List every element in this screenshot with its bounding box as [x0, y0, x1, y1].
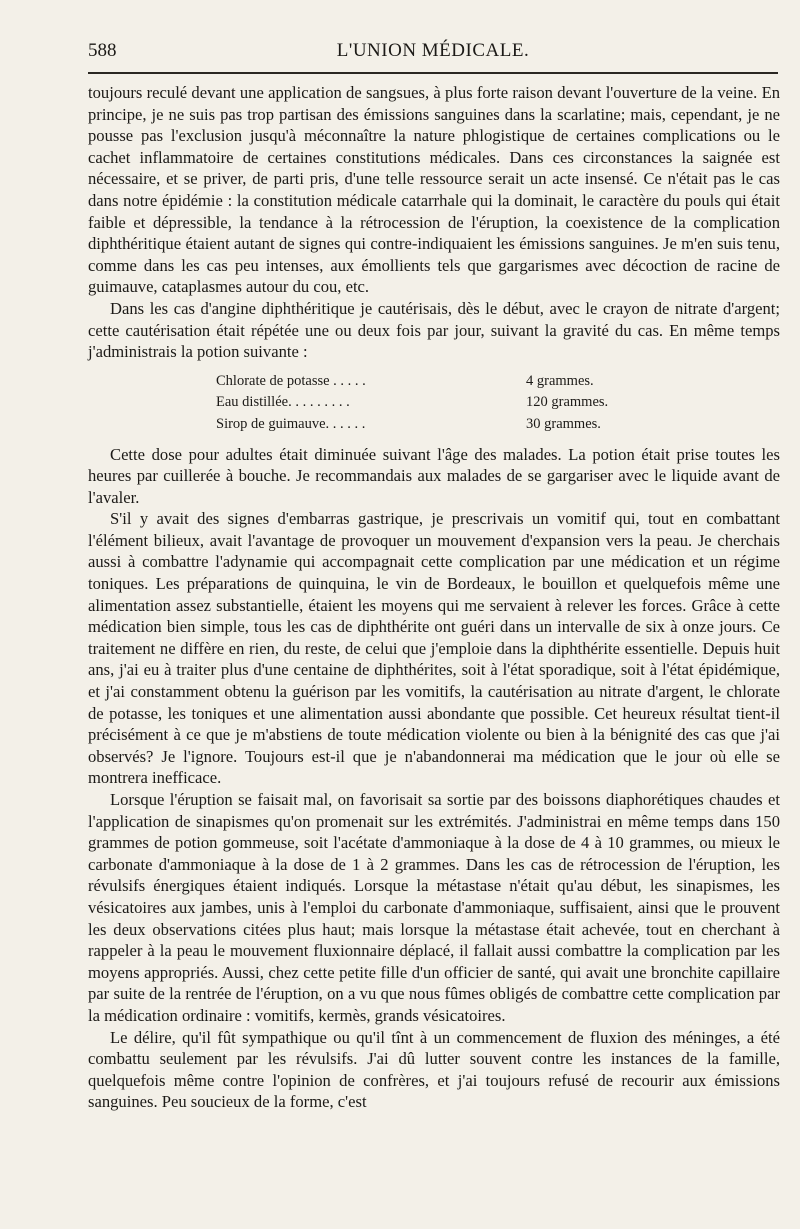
ingredient: Sirop de guimauve. . . . . .	[216, 415, 366, 432]
paragraph: toujours reculé devant une application de sangsues, à plus forte raison devant l'ouverture de la veine. En principe, je ne suis pas trop partisan des émissions sanguines dans la scarlatine; mais, cependant, je ne pousse pas l'exclusion jusqu'à méconnaître la nature phlogistique de certaines complications ou le cachet inflammatoire de certaines constitutions médicales. Dans ces circonstances la saignée est nécessaire, et se priver, de parti pris, d'une telle ressource serait un acte insensé. Ce n'était pas le cas dans notre épidémie : la constitution médicale catarrhale qui la dominait, le caractère du pouls qui était faible et dépressible, la tendance à la rétrocession de l'éruption, la coexistence de la complication diphthéritique étaient autant de signes qui contre-indiquaient les émissions sanguines. Je m'en suis tenu, comme dans les cas peu intenses, aux émollients tels que gargarismes avec décoction de racine de guimauve, cataplasmes autour du cou, etc.	[88, 83, 780, 297]
header-rule	[88, 72, 778, 74]
ingredient: Chlorate de potasse . . . . .	[216, 372, 366, 389]
dose: 120 grammes.	[526, 394, 609, 411]
dose: 30 grammes.	[526, 415, 601, 432]
prescription-row	[216, 371, 656, 393]
paragraph: Cette dose pour adultes était diminuée suivant l'âge des malades. La potion était prise toutes les heures par cuillerée à bouche. Je recommandais aux malades de se gargariser avec le liquide avant de l'avaler.	[88, 444, 780, 507]
running-title: L'UNION MÉDICALE.	[336, 40, 530, 61]
prescription-row	[216, 414, 656, 436]
paragraph: Lorsque l'éruption se faisait mal, on favorisait sa sortie par des boissons diaphorétiques chaudes et l'application de sinapismes qu'on promenait sur les extrémités. J'administrai en même temps dans 150 grammes de potion gommeuse, soit l'acétate d'ammoniaque à la dose de 4 à 10 grammes, ou mieux le carbonate d'ammoniaque à la dose de 1 à 2 grammes. Dans les cas de rétrocession de l'éruption, les révulsifs énergiques étaient indiqués. Lorsque la métastase n'était qu'au début, les sinapismes, les vésicatoires aux jambes, unis à l'emploi du carbonate d'ammoniaque, suffisaient, ainsi que le prouvent les deux observations citées plus haut; mais lorsque la métastase était achevée, tout en cherchant à rappeler à la peau le mouvement fluxionnaire déplacé, il fallait aussi combattre la complication par les moyens appropriés. Aussi, chez cette petite fille d'un officier de santé, qui avait une bronchite capillaire par suite de la rentrée de l'éruption, on a vu que nous fûmes obligés de combattre cette complication par la médication ordinaire : vomitifs, kermès, grands vésicatoires.	[88, 790, 780, 1025]
page-number: 588	[88, 40, 117, 61]
page-header	[88, 40, 778, 70]
ingredient: Eau distillée. . . . . . . . .	[216, 394, 350, 411]
dose: 4 grammes.	[526, 372, 594, 389]
article-body	[88, 82, 780, 1113]
paragraph: S'il y avait des signes d'embarras gastrique, je prescrivais un vomitif qui, tout en combattant l'élément bilieux, avait l'avantage de provoquer un mouvement d'expansion vers la peau. Je cherchais aussi à combattre l'adynamie qui accompagnait cette complication par une médication et un régime toniques. Les préparations de quinquina, le vin de Bordeaux, le bouillon et quelquefois même une alimentation assez substantielle, étaient les moyens qui me servaient à relever les forces. Grâce à cette médication bien simple, tous les cas de diphthérite ont guéri dans un intervalle de six à onze jours. Ce traitement ne diffère en rien, du reste, de celui que j'emploie dans la diphthérite essentielle. Depuis huit ans, j'ai eu à traiter plus d'une centaine de diphthérites, soit à l'état sporadique, soit à l'état épidémique, et j'ai constamment obtenu la guérison par les vomitifs, la cautérisation au nitrate d'argent, le chlorate de potasse, les toniques et une alimentation aussi abondante que possible. Cet heureux résultat tient-il précisément à ce que je m'abstiens de toute médication violente ou bien à la bénignité des cas que j'ai observés? Je l'ignore. Toujours est-il que je n'abandonnerai ma médication que le jour où elle se montrera inefficace.	[88, 509, 780, 788]
prescription-table	[216, 371, 656, 436]
paragraph: Dans les cas d'angine diphthéritique je cautérisais, dès le début, avec le crayon de nitrate d'argent; cette cautérisation était répétée une ou deux fois par jour, suivant la gravité du cas. En même temps j'administrais la potion suivante :	[88, 298, 780, 362]
prescription-row	[216, 392, 656, 414]
paragraph: Le délire, qu'il fût sympathique ou qu'il tînt à un commencement de fluxion des méninges, a été combattu seulement par les révulsifs. J'ai dû lutter souvent contre les instances de la famille, quelquefois même contre l'opinion de confrères, et j'ai toujours refusé de recourir aux émissions sanguines. Peu soucieux de la forme, c'est	[88, 1027, 780, 1112]
